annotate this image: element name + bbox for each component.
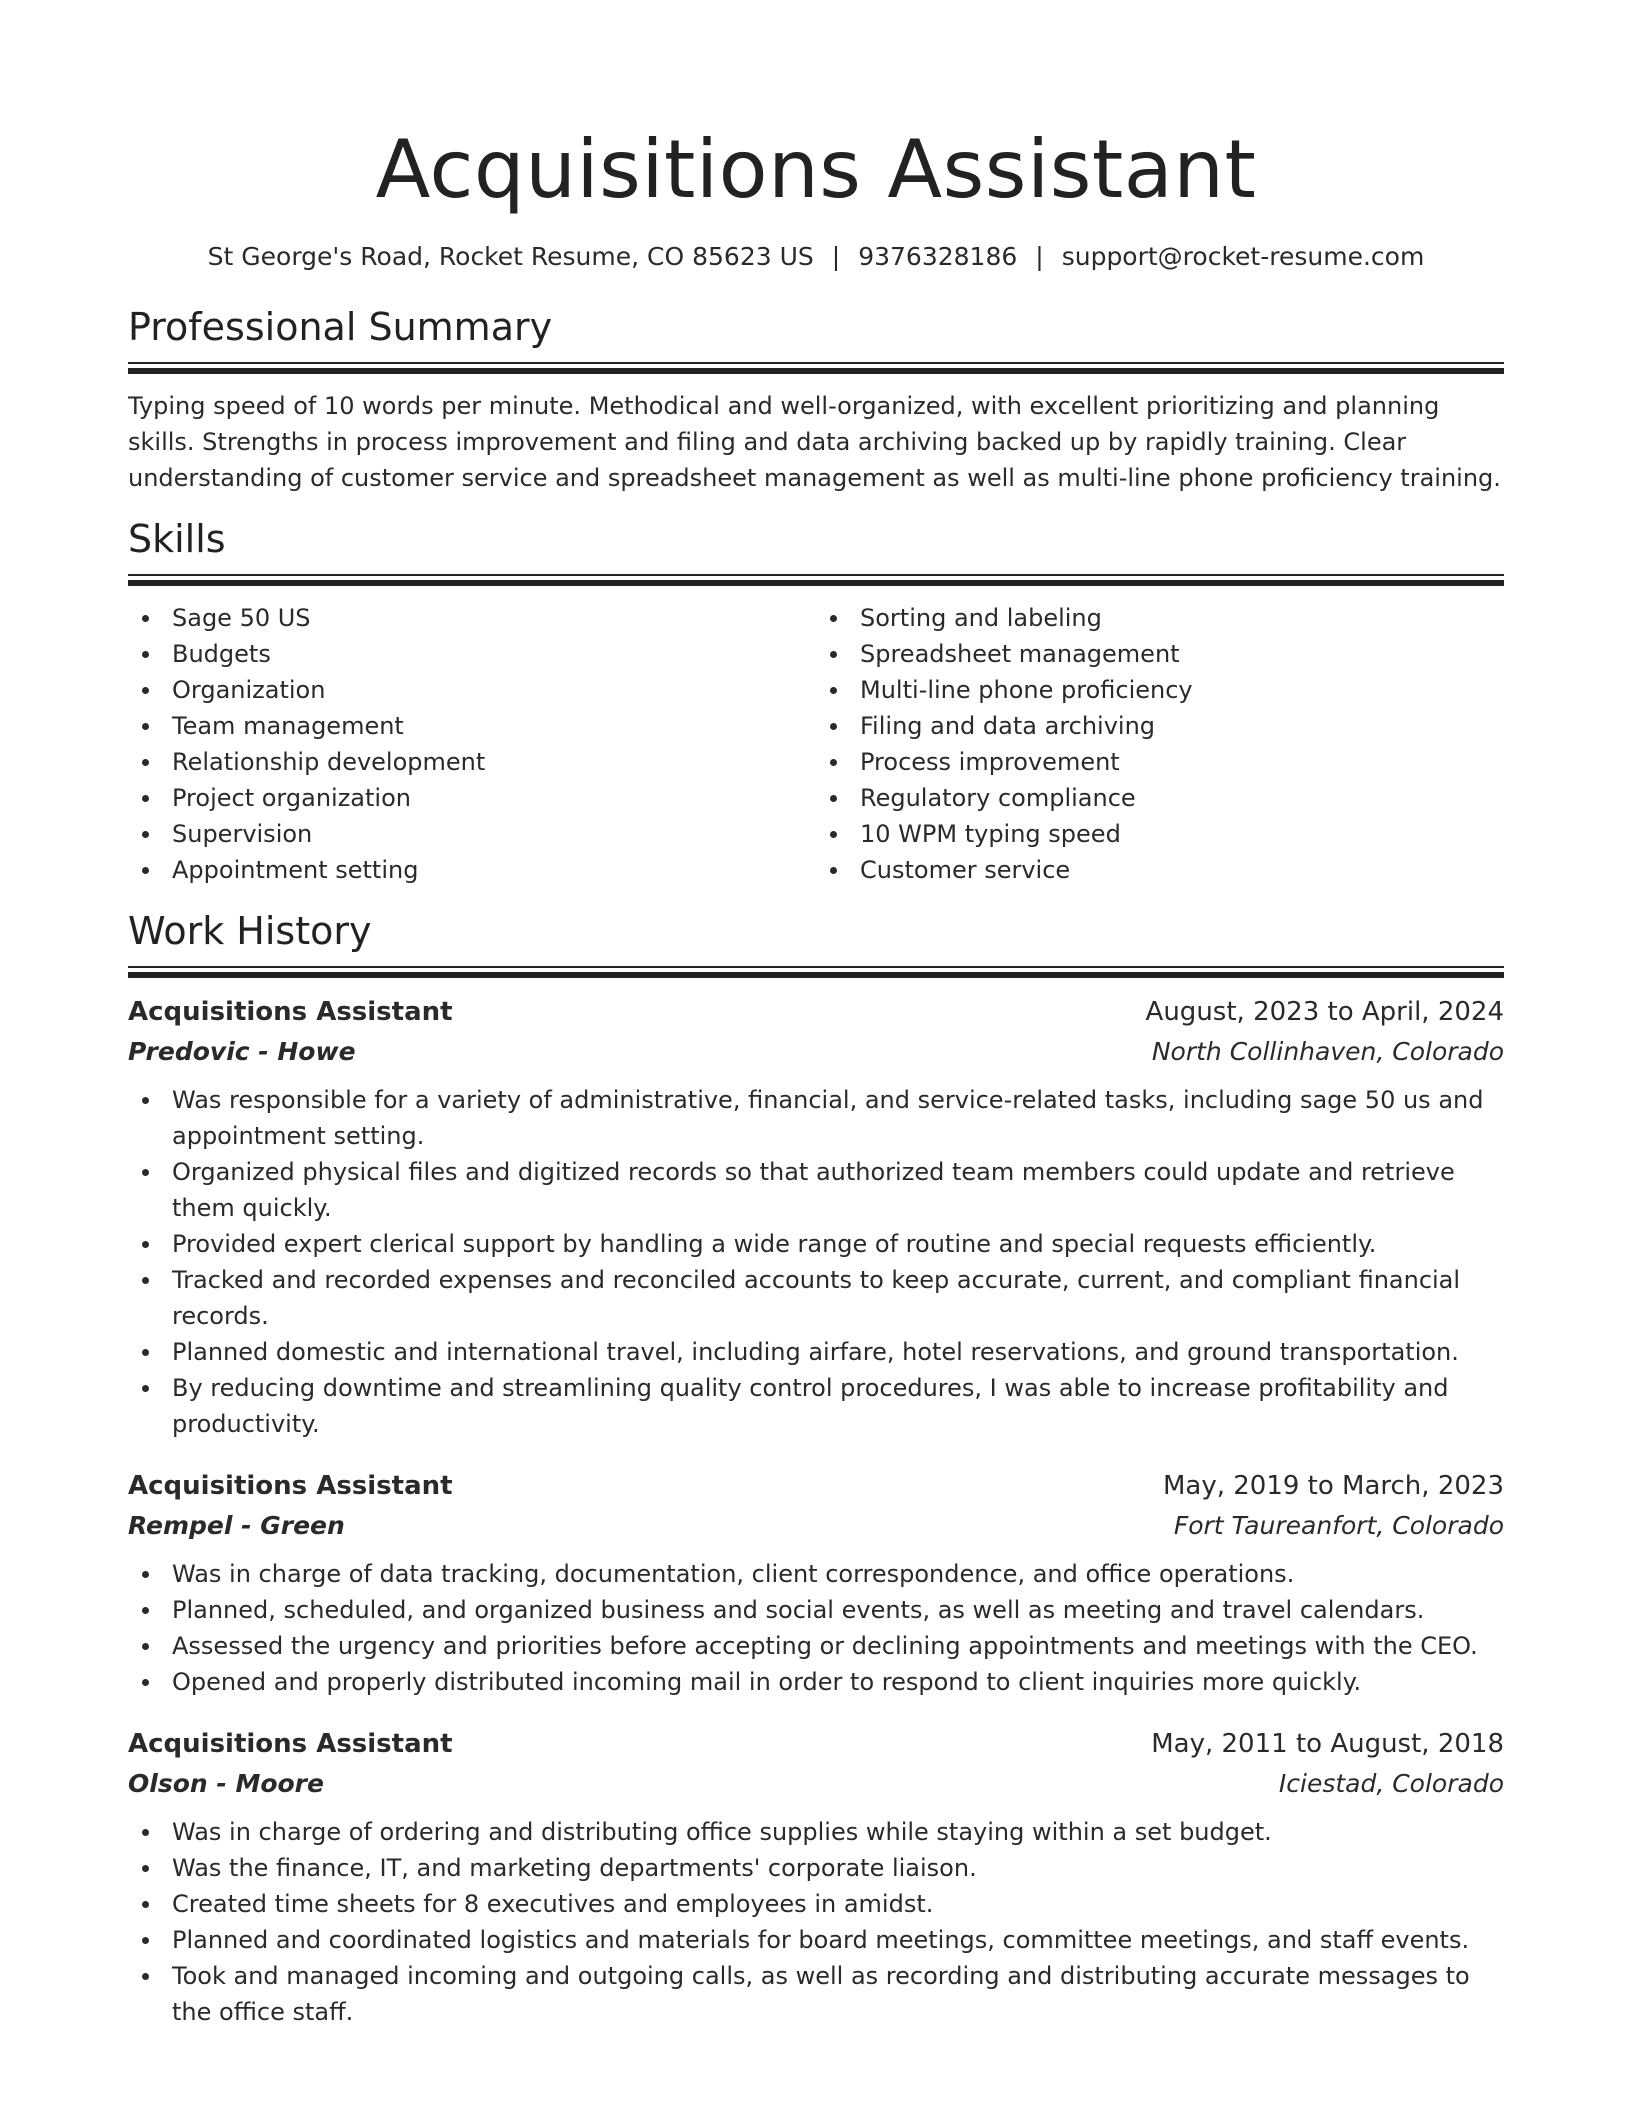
work-history-section [128,908,1504,2030]
job-company: Rempel - Green [128,1511,345,1540]
job-dates: May, 2011 to August, 2018 [1151,1729,1504,1759]
skill-item: Team management [172,708,816,744]
summary-section [128,304,1504,496]
job-dates: May, 2019 to March, 2023 [1162,1471,1504,1501]
skill-item: Spreadsheet management [860,636,1504,672]
job-bullet: Organized physical files and digitized records so that authorized team members could update and retrieve them quickly. [172,1154,1504,1226]
job-bullet: Planned domestic and international travel, including airfare, hotel reservations, and ground transportation. [172,1334,1504,1370]
job-subheader-row [128,1506,1504,1546]
job-header-row [128,992,1504,1032]
job-bullet: Was responsible for a variety of administrative, financial, and service-related tasks, including sage 50 us and appointment setting. [172,1082,1504,1154]
resume-name: Acquisitions Assistant [375,123,1257,216]
section-divider [128,966,1504,978]
skill-item: Filing and data archiving [860,708,1504,744]
skill-item: Multi-line phone proficiency [860,672,1504,708]
job-subheader-row [128,1764,1504,1804]
job-bullet: Created time sheets for 8 executives and employees in amidst. [172,1886,1504,1922]
job-bullet: Was in charge of data tracking, documentation, client correspondence, and office operations. [172,1556,1504,1592]
job-subheader-row [128,1032,1504,1072]
skill-item: Project organization [172,780,816,816]
job-location: North Collinhaven, Colorado [1151,1037,1504,1066]
section-title-skills: Skills [128,517,226,561]
job-bullet: Opened and properly distributed incoming mail in order to respond to client inquiries more quickly. [172,1664,1504,1700]
section-title-work-history: Work History [128,909,372,953]
skill-item: Organization [172,672,816,708]
job-bullets [128,1082,1504,1442]
skills-grid [128,600,1504,888]
skill-item: Supervision [172,816,816,852]
skill-item: 10 WPM typing speed [860,816,1504,852]
skill-item: Sorting and labeling [860,600,1504,636]
contact-separator: | [1035,242,1044,271]
job-location: Iciestad, Colorado [1278,1769,1504,1798]
skills-section [128,516,1504,888]
contact-address: St George's Road, Rocket Resume, CO 85623 US [207,242,814,271]
job-title: Acquisitions Assistant [128,1729,453,1759]
job-title: Acquisitions Assistant [128,1471,453,1501]
job-bullets [128,1814,1504,2030]
contact-phone: 9376328186 [858,242,1018,271]
job-company: Predovic - Howe [128,1037,356,1066]
job-company: Olson - Moore [128,1769,324,1798]
job-bullet: Tracked and recorded expenses and reconciled accounts to keep accurate, current, and compliant financial records. [172,1262,1504,1334]
skill-item: Customer service [860,852,1504,888]
skill-item: Regulatory compliance [860,780,1504,816]
skill-item: Relationship development [172,744,816,780]
contact-separator: | [831,242,841,271]
job-dates: August, 2023 to April, 2024 [1145,997,1504,1027]
skill-item: Process improvement [860,744,1504,780]
job-bullet: Assessed the urgency and priorities before accepting or declining appointments and meetings with the CEO. [172,1628,1504,1664]
section-divider [128,574,1504,586]
job-title: Acquisitions Assistant [128,997,453,1027]
job-bullet: By reducing downtime and streamlining quality control procedures, I was able to increase profitability and productivity. [172,1370,1504,1442]
skill-item: Budgets [172,636,816,672]
job-bullet: Planned and coordinated logistics and materials for board meetings, committee meetings, and staff events. [172,1922,1504,1958]
summary-text: Typing speed of 10 words per minute. Methodical and well-organized, with excellent prioritizing and planning skills. Strengths in process improvement and filing and data archiving backed up by rapidly training. Clear understanding of customer service and spreadsheet management as well as multi-line phone proficiency training. [128,392,1501,492]
job-location: Fort Taureanfort, Colorado [1173,1511,1504,1540]
section-title-summary: Professional Summary [128,305,553,349]
skills-column-left [128,600,816,888]
job-entry [128,992,1504,1442]
section-divider [128,362,1504,374]
contact-line [128,240,1504,274]
job-entry [128,1466,1504,1700]
skills-column-right [816,600,1504,888]
skill-item: Sage 50 US [172,600,816,636]
job-bullets [128,1556,1504,1700]
job-header-row [128,1466,1504,1506]
job-bullet: Was in charge of ordering and distributing office supplies while staying within a set budget. [172,1814,1504,1850]
contact-email: support@rocket-resume.com [1061,242,1425,271]
job-entry [128,1724,1504,2030]
job-bullet: Was the finance, IT, and marketing departments' corporate liaison. [172,1850,1504,1886]
job-bullet: Planned, scheduled, and organized business and social events, as well as meeting and travel calendars. [172,1592,1504,1628]
job-bullet: Provided expert clerical support by handling a wide range of routine and special requests efficiently. [172,1226,1504,1262]
skill-item: Appointment setting [172,852,816,888]
job-header-row [128,1724,1504,1764]
job-bullet: Took and managed incoming and outgoing calls, as well as recording and distributing accurate messages to the office staff. [172,1958,1504,2030]
